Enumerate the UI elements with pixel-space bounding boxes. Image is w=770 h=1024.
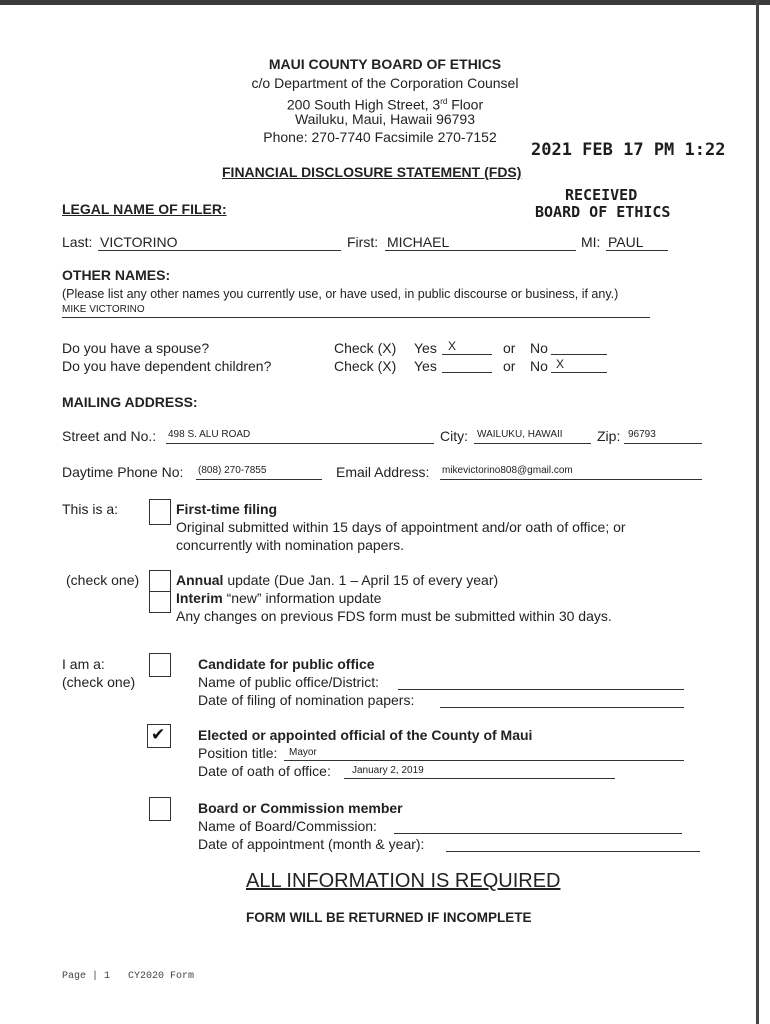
first-time-desc-2: concurrently with nomination papers. xyxy=(176,537,405,553)
spouse-no-line[interactable] xyxy=(551,354,607,355)
scan-edge-right xyxy=(756,0,759,1024)
interim-option: Interim “new” information update xyxy=(176,590,382,606)
received-stamp: RECEIVED xyxy=(565,186,638,204)
spouse-or: or xyxy=(503,340,516,356)
address-line-2: 200 South High Street, 3rd Floor xyxy=(286,96,484,113)
street-line xyxy=(166,443,434,444)
form-returned-warning: FORM WILL BE RETURNED IF INCOMPLETE xyxy=(246,910,532,925)
board-date-line[interactable] xyxy=(446,851,700,852)
middle-initial-value[interactable]: PAUL xyxy=(608,234,644,250)
position-label: Position title: xyxy=(198,745,278,761)
last-name-label: Last: xyxy=(62,234,93,250)
interim-checkbox[interactable] xyxy=(149,591,171,613)
other-names-instructions: (Please list any other names you currently use, or have used, in public discourse or business, if any.) xyxy=(62,287,619,301)
children-no-mark[interactable]: X xyxy=(556,357,565,371)
candidate-office-line[interactable] xyxy=(398,689,684,690)
spouse-yes-mark[interactable]: X xyxy=(448,339,457,353)
first-time-checkbox[interactable] xyxy=(149,499,171,525)
zip-label: Zip: xyxy=(597,428,621,444)
changes-note: Any changes on previous FDS form must be submitted within 30 days. xyxy=(176,608,612,624)
mailing-heading: MAILING ADDRESS: xyxy=(62,394,198,410)
zip-line xyxy=(624,443,702,444)
email-value[interactable]: mikevictorino808@gmail.com xyxy=(442,465,573,476)
spouse-no-label: No xyxy=(530,340,548,356)
received-date-stamp: 2021 FEB 17 PM 1:22 xyxy=(531,140,726,160)
first-name-line xyxy=(385,250,576,251)
scan-edge-top xyxy=(0,0,770,5)
oath-line xyxy=(344,778,615,779)
role-check-one: (check one) xyxy=(62,674,136,690)
middle-initial-line xyxy=(606,250,668,251)
all-information-required: ALL INFORMATION IS REQUIRED xyxy=(246,870,561,892)
oath-value[interactable]: January 2, 2019 xyxy=(352,765,424,776)
children-no-line xyxy=(551,372,607,373)
candidate-date-line[interactable] xyxy=(440,707,684,708)
phone-label: Daytime Phone No: xyxy=(62,464,184,480)
children-check-label: Check (X) xyxy=(334,358,397,374)
this-is-a-label: This is a: xyxy=(62,501,119,517)
position-value[interactable]: Mayor xyxy=(289,747,317,758)
org-name: MAUI COUNTY BOARD OF ETHICS xyxy=(268,56,502,72)
i-am-a-label: I am a: xyxy=(62,656,105,672)
middle-initial-label: MI: xyxy=(581,234,601,250)
annual-checkbox[interactable] xyxy=(149,570,171,592)
spouse-question: Do you have a spouse? xyxy=(62,340,210,356)
phone-value[interactable]: (808) 270-7855 xyxy=(198,465,267,476)
board-date-label: Date of appointment (month & year): xyxy=(198,836,425,852)
official-title: Elected or appointed official of the County of Maui xyxy=(198,727,533,743)
board-checkbox[interactable] xyxy=(149,797,171,821)
annual-option: Annual update (Due Jan. 1 – April 15 of every year) xyxy=(176,572,499,588)
address-line-1: c/o Department of the Corporation Counsel xyxy=(251,75,519,91)
city-line xyxy=(474,443,591,444)
city-label: City: xyxy=(440,428,468,444)
phone-line: Phone: 270-7740 Facsimile 270-7152 xyxy=(263,129,497,145)
spouse-yes-label: Yes xyxy=(414,340,437,356)
spouse-yes-line xyxy=(442,354,492,355)
candidate-date-label: Date of filing of nomination papers: xyxy=(198,692,415,708)
city-value[interactable]: WAILUKU, HAWAII xyxy=(477,429,563,440)
candidate-title: Candidate for public office xyxy=(198,656,375,672)
children-no-label: No xyxy=(530,358,548,374)
page-number: Page | 1 xyxy=(62,971,111,982)
board-title: Board or Commission member xyxy=(198,800,403,816)
spouse-check-label: Check (X) xyxy=(334,340,397,356)
last-name-value[interactable]: VICTORINO xyxy=(100,234,178,250)
board-name-line[interactable] xyxy=(394,833,682,834)
oath-label: Date of oath of office: xyxy=(198,763,331,779)
board-name-label: Name of Board/Commission: xyxy=(198,818,377,834)
email-label: Email Address: xyxy=(336,464,430,480)
children-or: or xyxy=(503,358,516,374)
position-line xyxy=(284,760,684,761)
children-yes-line[interactable] xyxy=(442,372,492,373)
form-title: FINANCIAL DISCLOSURE STATEMENT (FDS) xyxy=(222,164,522,180)
address-line-3: Wailuku, Maui, Hawaii 96793 xyxy=(294,111,475,127)
candidate-office-label: Name of public office/District: xyxy=(198,674,380,690)
street-label: Street and No.: xyxy=(62,428,157,444)
official-checkbox[interactable] xyxy=(147,724,171,748)
zip-value[interactable]: 96793 xyxy=(628,429,656,440)
email-line xyxy=(440,479,702,480)
other-names-heading: OTHER NAMES: xyxy=(62,267,171,283)
phone-line xyxy=(196,479,322,480)
checkmark-icon: ✔ xyxy=(151,725,166,745)
children-question: Do you have dependent children? xyxy=(62,358,272,374)
children-yes-label: Yes xyxy=(414,358,437,374)
other-names-line xyxy=(62,317,650,318)
form-id: CY2020 Form xyxy=(128,971,195,982)
filing-check-one: (check one) xyxy=(66,572,140,588)
other-names-value[interactable]: MIKE VICTORINO xyxy=(62,304,145,315)
last-name-line xyxy=(98,250,341,251)
first-time-desc-1: Original submitted within 15 days of appointment and/or oath of office; or xyxy=(176,519,626,535)
first-name-label: First: xyxy=(347,234,379,250)
first-time-title: First-time filing xyxy=(176,501,278,517)
street-value[interactable]: 498 S. ALU ROAD xyxy=(168,429,251,440)
first-name-value[interactable]: MICHAEL xyxy=(387,234,450,250)
candidate-checkbox[interactable] xyxy=(149,653,171,677)
board-of-ethics-stamp: BOARD OF ETHICS xyxy=(535,203,671,221)
legal-name-heading: LEGAL NAME OF FILER: xyxy=(62,201,227,217)
